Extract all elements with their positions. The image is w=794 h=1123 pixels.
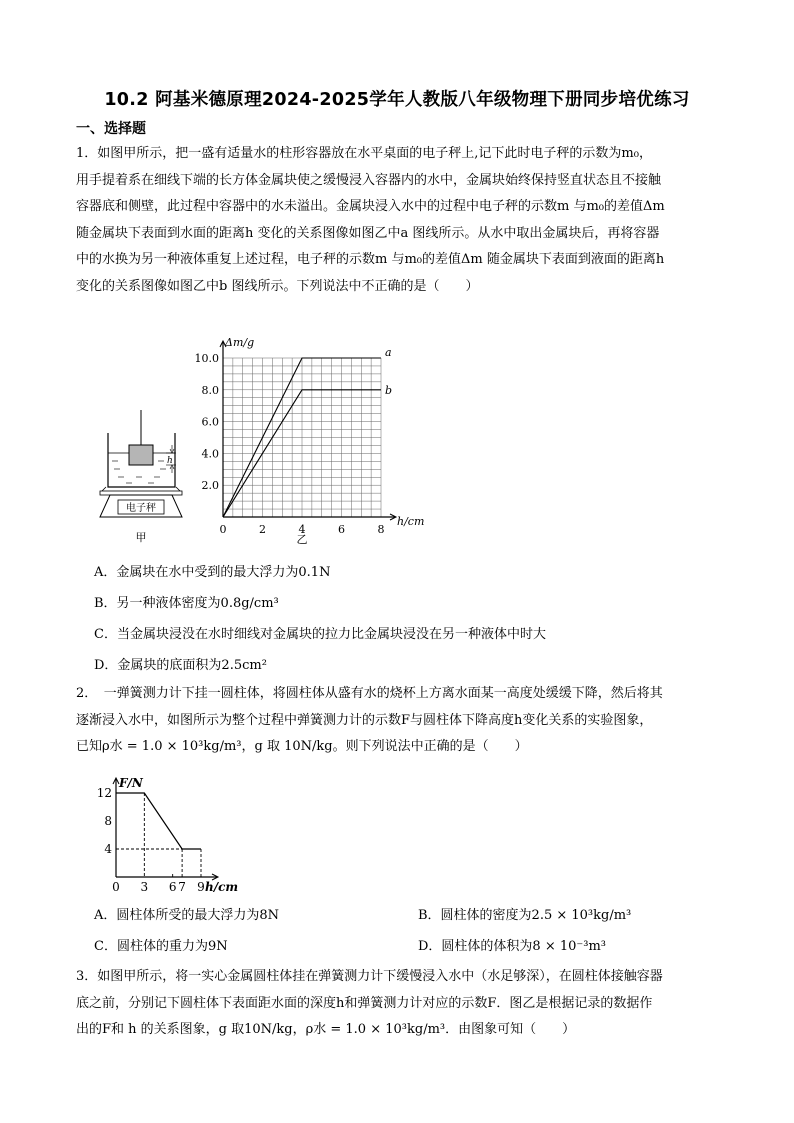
- y-tick-label: 4: [104, 842, 112, 856]
- x-tick-label: 6: [338, 523, 345, 536]
- q2-option-b: B．圆柱体的密度为2.5 × 10³kg/m³: [418, 908, 632, 923]
- y-axis-label: F/N: [119, 776, 143, 790]
- fig-yi-caption: 乙: [296, 533, 308, 546]
- y-tick-label: 8: [104, 814, 112, 828]
- x-axis-label: h/cm: [397, 515, 425, 528]
- y-axis-label: Δm/g: [225, 336, 255, 349]
- y-tick-label: 4.0: [201, 447, 219, 461]
- scale-label: 电子秤: [126, 503, 156, 514]
- page-title: 10.2 阿基米德原理2024-2025学年人教版八年级物理下册同步培优练习: [104, 90, 690, 110]
- x-tick-label: 3: [140, 880, 149, 893]
- q2-option-a: A．圆柱体所受的最大浮力为8N: [94, 908, 280, 923]
- q1-line: 用手提着系在细线下端的长方体金属块使之缓慢浸入容器内的水中，金属块始终保持竖直状态且不接触: [76, 172, 662, 188]
- y-tick-label: 6.0: [201, 415, 219, 429]
- y-tick-label: 2.0: [201, 479, 219, 493]
- series-label-a: a: [385, 346, 392, 359]
- x-tick-label: 6: [168, 880, 177, 893]
- y-tick-label: 10.0: [194, 352, 219, 365]
- figure-jia-scale-diagram: [96, 405, 196, 545]
- series-line: [116, 793, 201, 849]
- x-tick-label: 0: [112, 880, 120, 893]
- series-label-b: b: [385, 383, 393, 397]
- x-tick-label: 0: [219, 523, 227, 536]
- x-tick-label: 4: [298, 523, 306, 536]
- q1-option-c: C．当金属块浸没在水时细线对金属块的拉力比金属块浸没在另一种液体中时大: [94, 627, 546, 642]
- fig-jia-caption: 甲: [135, 531, 147, 544]
- x-tick-label: 9: [197, 880, 205, 893]
- x-tick-label: 8: [377, 523, 385, 536]
- x-axis-label: h/cm: [205, 880, 239, 893]
- section-heading: 一、选择题: [76, 121, 146, 137]
- y-tick-label: 8.0: [201, 383, 219, 397]
- q3-line: 3．如图甲所示，将一实心金属圆柱体挂在弹簧测力计下缓慢浸入水中（水足够深），在圆柱体接触容器: [76, 969, 663, 984]
- q3-line: 底之前，分别记下圆柱体下表面距水面的深度h和弹簧测力计对应的示数F．图乙是根据记录的数据作: [76, 995, 653, 1011]
- q1-option-d: D．金属块的底面积为2.5cm²: [94, 658, 267, 673]
- q1-line: 变化的关系图像如图乙中b 图线所示。下列说法中不正确的是（ ）: [76, 278, 479, 294]
- q1-line: 1．如图甲所示，把一盛有适量水的柱形容器放在水平桌面的电子秤上,记下此时电子秤的示数为m₀，: [76, 146, 652, 161]
- q2-line: 逐渐浸入水中，如图所示为整个过程中弹簧测力计的示数F与圆柱体下降高度h变化关系的实验图象，: [76, 712, 653, 728]
- q2-line: 2． 一弹簧测力计下挂一圆柱体，将圆柱体从盛有水的烧杯上方离水面某一高度处缓缓下降，然后将其: [76, 686, 663, 701]
- q1-line: 中的水换为另一种液体重复上述过程，电子秤的示数m 与m₀的差值Δm 随金属块下表面到液面的距离h: [76, 252, 665, 268]
- y-tick-label: 12: [96, 786, 112, 800]
- q1-option-a: A．金属块在水中受到的最大浮力为0.1N: [94, 565, 331, 580]
- question-2-stem: [76, 681, 744, 761]
- q1-line: 随金属块下表面到水面的距离h 变化的关系图像如图乙中a 图线所示。从水中取出金属块后，再将容器: [76, 225, 660, 241]
- q3-line: 出的F和 h 的关系图象，g 取10N/kg，ρ水 = 1.0 × 10³kg/m³．由图象可知（ ）: [76, 1022, 576, 1038]
- question-3-stem: [76, 964, 744, 1044]
- q2-option-d: D．圆柱体的体积为8 × 10⁻³m³: [418, 939, 607, 954]
- x-tick-label: 7: [178, 880, 186, 893]
- x-tick-label: 2: [259, 523, 266, 536]
- q1-line: 容器底和侧壁，此过程中容器中的水未溢出。金属块浸入水中的过程中电子秤的示数m 与m₀的差值Δm: [76, 199, 665, 215]
- q2-line: 已知ρ水 = 1.0 × 10³kg/m³，g 取 10N/kg。则下列说法中正确的是（ ）: [76, 739, 528, 755]
- q1-option-b: B．另一种液体密度为0.8g/cm³: [94, 596, 279, 611]
- question-1-stem: [76, 141, 744, 301]
- h-label: h: [167, 456, 173, 466]
- q2-option-c: C．圆柱体的重力为9N: [94, 939, 228, 954]
- figure-yi-chart: [192, 332, 432, 547]
- figure-q2-chart: [96, 773, 256, 893]
